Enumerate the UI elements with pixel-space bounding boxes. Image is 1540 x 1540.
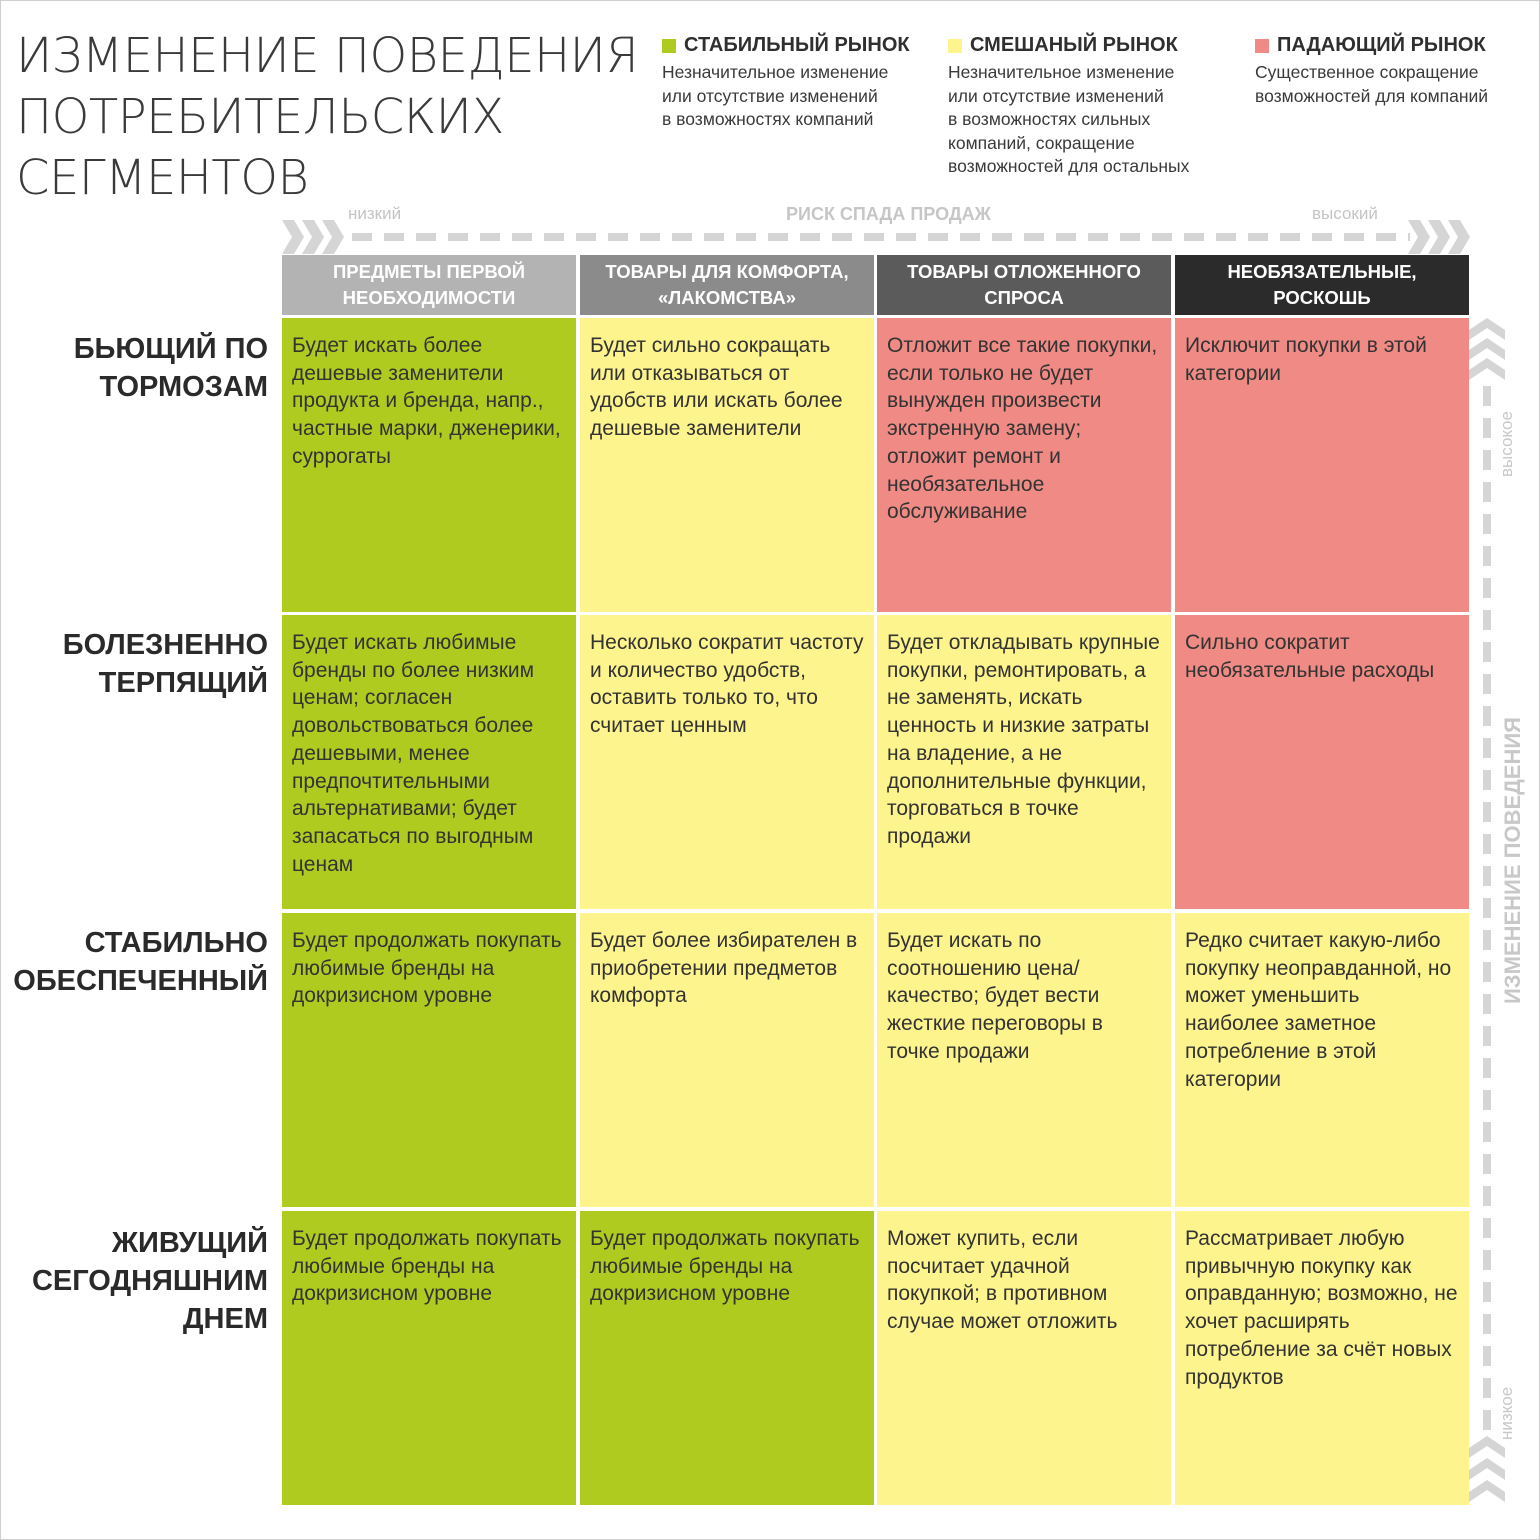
y-axis-start-chevrons-icon xyxy=(1469,1436,1505,1506)
grid-cell: Рассматривает любую привычную покупку как оправданную; возможно, не хочет расширять потребление за счёт новых продуктов xyxy=(1175,1211,1469,1505)
row-label-pained-patient: БОЛЕЗНЕННО ТЕРПЯЩИЙ xyxy=(62,629,268,699)
row-label-slamming-brakes: БЬЮЩИЙ ПО ТОРМОЗАМ xyxy=(73,333,268,403)
legend-swatch-red xyxy=(1255,39,1269,53)
column-header-comfort: ТОВАРЫ ДЛЯ КОМФОРТА, «ЛАКОМСТВА» xyxy=(580,255,874,315)
page-title xyxy=(16,26,646,209)
grid-cell: Сильно сократит необязательные расходы xyxy=(1175,615,1469,909)
legend-label: СМЕШАНЫЙ РЫНОК xyxy=(970,34,1178,56)
grid-cell: Будет откладывать крупные покупки, ремонтировать, а не заменять, искать ценность и низкие затраты на владение, а не дополнительные функции, торговаться в точке продажи xyxy=(877,615,1171,909)
legend-description: Существенное сокращение возможностей для компаний xyxy=(1255,62,1489,106)
legend-item-stable xyxy=(662,34,910,132)
grid-cell: Будет более избирателен в приобретении предметов комфорта xyxy=(580,913,874,1207)
grid-cell: Будет искать по соотношению цена/качество; будет вести жесткие переговоры в точке продажи xyxy=(877,913,1171,1207)
grid-cell: Несколько сократит частоту и количество удобств, оставить только то, что считает ценным xyxy=(580,615,874,909)
x-axis-title: РИСК СПАДА ПРОДАЖ xyxy=(786,204,991,224)
grid-cell: Будет продолжать покупать любимые бренды на докризисном уровне xyxy=(580,1211,874,1505)
x-axis-high-label: высокий xyxy=(1312,204,1378,223)
title-line-1: ИЗМЕНЕНИЕ ПОВЕДЕНИЯ xyxy=(16,28,639,84)
x-axis-dashed-line xyxy=(352,233,1410,241)
grid-cell: Исключит покупки в этой категории xyxy=(1175,318,1469,612)
grid-cell: Будет продолжать покупать любимые бренды на докризисном уровне xyxy=(282,1211,576,1505)
row-label-live-for-today: ЖИВУЩИЙ СЕГОДНЯШНИМ ДНЕМ xyxy=(31,1227,268,1335)
title-line-3: СЕГМЕНТОВ xyxy=(16,150,309,206)
y-axis-low-label: низкое xyxy=(1497,1386,1516,1440)
legend-swatch-green xyxy=(662,39,676,53)
x-axis-start-chevrons-icon xyxy=(282,218,352,256)
grid-cell: Будет искать более дешевые заменители продукта и бренда, напр., частные марки, дженерики, суррогаты xyxy=(282,318,576,612)
title-line-2: ПОТРЕБИТЕЛЬСКИХ xyxy=(16,89,504,145)
column-header-luxury: НЕОБЯЗАТЕЛЬНЫЕ, РОСКОШЬ xyxy=(1175,255,1469,315)
grid-cell: Будет продолжать покупать любимые бренды на докризисном уровне xyxy=(282,913,576,1207)
y-axis-high-label: высокое xyxy=(1497,411,1516,477)
legend-swatch-yellow xyxy=(948,39,962,53)
y-axis-title: ИЗМЕНЕНИЕ ПОВЕДЕНИЯ xyxy=(1500,717,1525,1004)
x-axis-low-label: низкий xyxy=(348,204,402,223)
y-axis-arrow-chevrons-icon xyxy=(1469,318,1505,384)
legend-description: Незначительное изменение или отсутствие изменений в возможностях компаний xyxy=(662,62,889,129)
y-axis-dashed-line xyxy=(1483,386,1491,1430)
legend-item-falling xyxy=(1255,34,1488,108)
grid-cell: Будет сильно сокращать или отказываться от удобств или искать более дешевые заменители xyxy=(580,318,874,612)
grid-cell: Отложит все такие покупки, если только не будет вынужден произвести экстренную замену; отложит ремонт и необязательное обслуживание xyxy=(877,318,1171,612)
row-label-comfortably-well-off: СТАБИЛЬНО ОБЕСПЕЧЕННЫЙ xyxy=(13,927,268,997)
x-axis-arrow-chevrons-icon xyxy=(1408,218,1474,256)
grid-cell: Может купить, если посчитает удачной покупкой; в противном случае может отложить xyxy=(877,1211,1171,1505)
legend-label: ПАДАЮЩИЙ РЫНОК xyxy=(1277,34,1486,56)
legend-description: Незначительное изменение или отсутствие изменений в возможностях сильных компаний, сокращение возможностей для остальных xyxy=(948,62,1190,176)
legend-item-mixed xyxy=(948,34,1189,179)
column-header-necessities: ПРЕДМЕТЫ ПЕРВОЙ НЕОБХОДИМОСТИ xyxy=(282,255,576,315)
column-header-deferred: ТОВАРЫ ОТЛОЖЕННОГО СПРОСА xyxy=(877,255,1171,315)
grid-cell: Редко считает какую-либо покупку неоправданной, но может уменьшить наиболее заметное потребление в этой категории xyxy=(1175,913,1469,1207)
legend-label: СТАБИЛЬНЫЙ РЫНОК xyxy=(684,34,910,56)
grid-cell: Будет искать любимые бренды по более низким ценам; согласен довольствоваться более дешевыми, менее предпочтительными альтернативами; будет запасаться по выгодным ценам xyxy=(282,615,576,909)
